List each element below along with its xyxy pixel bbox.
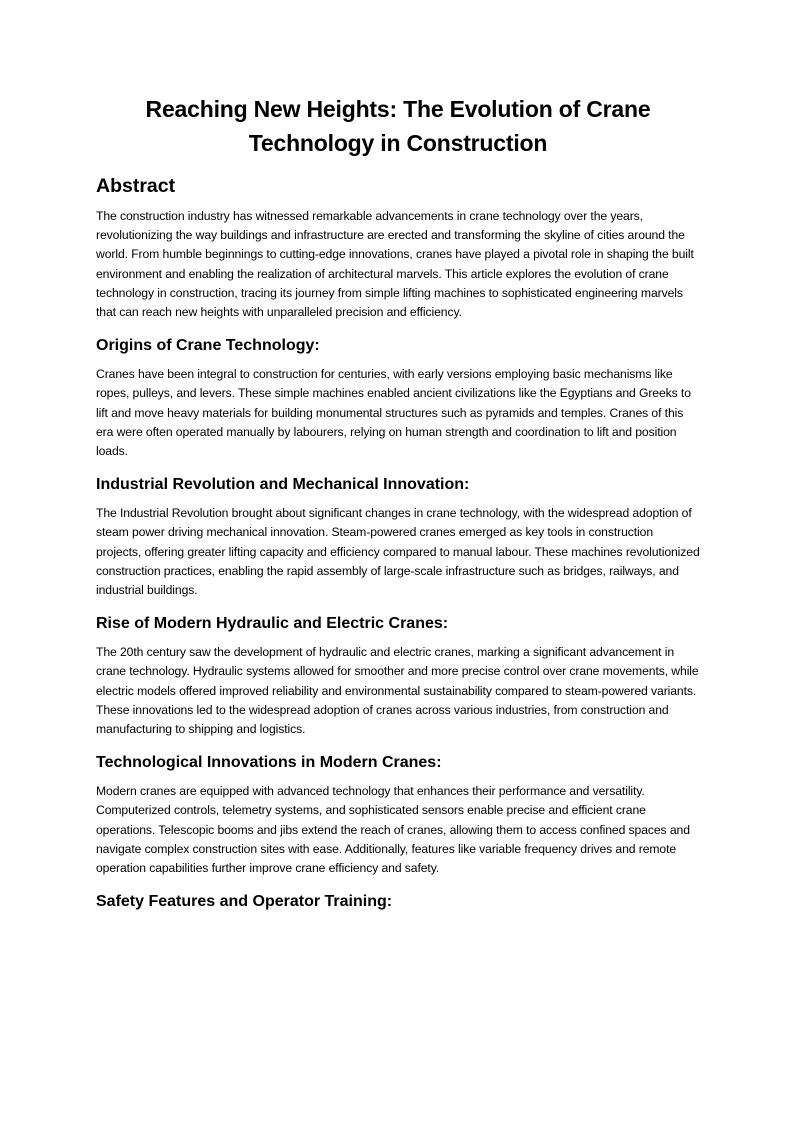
section-safety (96, 891, 700, 913)
section-text-hydraulic-electric: The 20th century saw the development of hydraulic and electric cranes, marking a significant advancement in crane technology. Hydraulic systems allowed for smoother and more precise control over crane movements, while electric models offered improved reliability and environmental sustainability compared to steam-powered variants. These innovations led to the widespread adoption of cranes across various industries, from construction and manufacturing to shipping and logistics. (96, 645, 699, 737)
section-text-technological-innovations: Modern cranes are equipped with advanced technology that enhances their performance and versatility. Computerized controls, telemetry systems, and sophisticated sensors enable precise and efficient crane operations. Telescopic booms and jibs extend the reach of cranes, allowing them to access confined spaces and navigate complex construction sites with ease. Additionally, features like variable frequency drives and remote operation capabilities further improve crane efficiency and safety. (96, 784, 690, 876)
section-heading-safety: Safety Features and Operator Training: (96, 893, 393, 911)
document-title (96, 92, 700, 160)
section-text-industrial-revolution: The Industrial Revolution brought about significant changes in crane technology, with the widespread adoption of steam power driving mechanical innovation. Steam-powered cranes emerged as key tools in construction projects, offering greater lifting capacity and efficiency compared to manual labour. These machines revolutionized construction practices, enabling the rapid assembly of large-scale infrastructure such as bridges, railways, and industrial buildings. (96, 506, 700, 598)
abstract-heading: Abstract (96, 175, 176, 197)
abstract-text: The construction industry has witnessed remarkable advancements in crane technology over the years, revolutionizing the way buildings and infrastructure are erected and transforming the skyline of cities around the world. From humble beginnings to cutting-edge innovations, cranes have played a pivotal role in shaping the built environment and enabling the realization of architectural marvels. This article explores the evolution of crane technology in construction, tracing its journey from simple lifting machines to sophisticated engineering marvels that can reach new heights with unparalleled precision and efficiency. (96, 209, 694, 320)
document-title-line-1: Reaching New Heights: The Evolution of Crane (145, 96, 651, 122)
document-page (96, 92, 700, 921)
section-technological-innovations (96, 752, 700, 878)
section-heading-technological-innovations: Technological Innovations in Modern Cranes: (96, 754, 442, 772)
section-text-origins: Cranes have been integral to construction for centuries, with early versions employing basic mechanisms like ropes, pulleys, and levers. These simple machines enabled ancient civilizations like the Egyptians and Greeks to lift and move heavy materials for building monumental structures such as pyramids and temples. Cranes of this era were often operated manually by labourers, relying on human strength and coordination to lift and position loads. (96, 367, 691, 459)
section-heading-industrial-revolution: Industrial Revolution and Mechanical Innovation: (96, 476, 470, 494)
section-industrial-revolution (96, 474, 700, 600)
section-heading-hydraulic-electric: Rise of Modern Hydraulic and Electric Cranes: (96, 615, 449, 633)
section-hydraulic-electric (96, 613, 700, 739)
abstract-section (96, 173, 700, 322)
section-origins (96, 335, 700, 461)
document-title-line-2: Technology in Construction (248, 130, 548, 156)
section-heading-origins: Origins of Crane Technology: (96, 337, 320, 355)
